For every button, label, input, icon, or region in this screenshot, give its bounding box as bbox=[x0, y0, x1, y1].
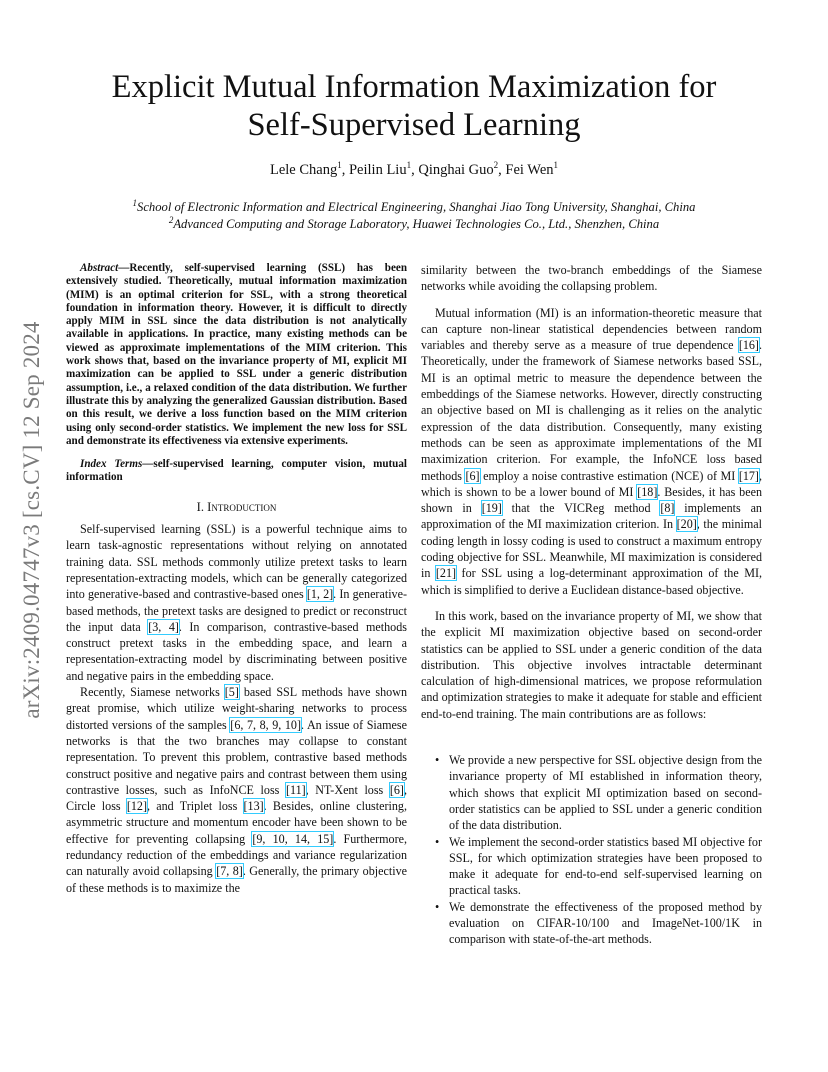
text-run: . Besides, it has been shown in bbox=[421, 484, 762, 516]
mi-paragraph bbox=[421, 305, 762, 598]
list-item: • We demonstrate the effectiveness of the proposed method by evaluation on CIFAR-10/100 and ImageNet-100/1K in comparison with state-of-the-art methods. bbox=[449, 899, 762, 948]
text-run: Mutual information (MI) is an information-theoretic measure that can capture non-linear statistical dependencies between random variables and thereby serve as a measure of true dependence bbox=[421, 305, 762, 353]
title-line-2: Self-Supervised Learning bbox=[247, 107, 581, 143]
author-name: Peilin Liu bbox=[348, 162, 407, 178]
citation-link[interactable]: [5] bbox=[224, 685, 239, 700]
citation-link[interactable]: [17] bbox=[738, 468, 759, 483]
citation-link[interactable]: [6] bbox=[389, 782, 404, 797]
right-column bbox=[421, 262, 762, 948]
text-run: implements an approximation of the MI maximization criterion. In bbox=[421, 501, 762, 532]
affiliation-line bbox=[0, 199, 828, 216]
abstract-text: —Recently, self-supervised learning (SSL) has been extensively studied. Theoretically, mutual information maximization (MIM) is an optimal criterion for SSL, with a strong theoretical foundation in information theory. However, it is difficult to directly apply MIM in SSL since the data distribution is not analytically available in applications. In practice, many existing methods can be viewed as approximate implementations of the MIM criterion. This work shows that, based on the invariance property of MI, explicit MI maximization can be applied to SSL under a generic distribution assumption, i.e., a relaxed condition of the data distribution. We further illustrate this by analyzing the generalized Gaussian distribution. Based on this result, we derive a loss function based on the MIM criterion using only second-order statistics. We implement the new loss for SSL and demonstrate its effectiveness via extensive experiments. bbox=[66, 262, 407, 447]
text-run: that the VICReg method bbox=[501, 501, 661, 516]
affil-mark: 2 bbox=[168, 214, 174, 225]
citation-link[interactable]: [16] bbox=[738, 338, 759, 353]
affiliation-text: Advanced Computing and Storage Laboratory, Huawei Technologies Co., Ltd., Shenzhen, China bbox=[173, 217, 660, 231]
affiliation-text: School of Electronic Information and Electrical Engineering, Shanghai Jiao Tong University, Shanghai, China bbox=[137, 200, 696, 214]
citation-link[interactable]: [6, 7, 8, 9, 10] bbox=[230, 717, 302, 732]
intro-paragraph-1 bbox=[66, 521, 407, 684]
affiliation-line bbox=[0, 216, 828, 233]
text-run: . Furthermore, redundancy reduction of the embeddings and variance regularization can naturally avoid collapsing bbox=[66, 831, 408, 879]
paper-title bbox=[0, 68, 828, 144]
arxiv-id: arXiv:2409.04747v3 [cs.CV] 12 Sep 2024 bbox=[19, 321, 44, 719]
right-paragraph-continued: similarity between the two-branch embeddings of the Siamese networks while avoiding the collapsing problem. bbox=[421, 263, 762, 294]
affiliations bbox=[0, 199, 828, 233]
text-run: employ a noise contrastive estimation (NCE) of MI bbox=[479, 468, 739, 483]
abstract bbox=[66, 262, 407, 448]
text-run: . In generative-based methods, the pretext tasks are designed to predict or reconstruct the input data bbox=[66, 587, 407, 634]
index-terms bbox=[66, 458, 407, 485]
section-heading-introduction: I. Introduction bbox=[196, 499, 277, 514]
author-affil-mark: 2 bbox=[493, 160, 499, 171]
citation-link[interactable]: [9, 10, 14, 15] bbox=[252, 831, 334, 846]
text-run: Self-supervised learning (SSL) is a powerful technique aims to learn task-agnostic representations without relying on annotated training data. SSL methods commonly utilize pretext tasks to learn representation-extracting models, which can be generally categorized into generative-based and contrastive-based ones bbox=[66, 522, 407, 602]
text-run: . In comparison, contrastive-based methods construct pretext tasks in the embedding space, and learn a representation-extracting model by discriminating between positive and negative pairs in the embedding space. bbox=[66, 619, 407, 683]
author-name: Fei Wen bbox=[505, 162, 554, 178]
citation-link[interactable]: [3, 4] bbox=[148, 619, 179, 634]
text-run: , the minimal coding length in lossy coding is used to construct a maximum entropy coding objective for SSL. Meanwhile, MI maximization is considered in bbox=[421, 517, 763, 581]
citation-link[interactable]: [13] bbox=[243, 799, 264, 814]
author-affil-mark: 1 bbox=[553, 160, 559, 171]
text-run: . Theoretically, under the framework of Siamese networks based SSL, MI is an optimal metric to measure the dependence between the embeddings of the Siamese networks. However, directly constructing an objective based on MI is challenging as it relies on the analytic expression of the data distribution. Consequently, many existing methods can be seen as approximate implementations of the MI maximization criterion. For example, the InfoNCE loss based methods bbox=[421, 338, 762, 483]
citation-link[interactable]: [7, 8] bbox=[216, 864, 243, 879]
this-work-paragraph: In this work, based on the invariance property of MI, we show that the explicit MI maximization objective based on second-order statistics can be applied to SSL under a generic condition of the data distribution. This objective involves intractable determinant calculation of high-dimensional matrices, we propose reformulation and optimization strategies to make it adequate for stable and efficient end-to-end training. The main contributions are as follows: bbox=[421, 608, 762, 721]
text-run: . Besides, online clustering, asymmetric structure and momentum encoder have been shown to be effective for preventing collapsing bbox=[66, 799, 407, 846]
citation-link[interactable]: [1, 2] bbox=[306, 587, 334, 602]
text-run: for SSL using a log-determinant approximation of the MI, which is simplified to derive a Euclidean distance-based objective. bbox=[421, 566, 762, 597]
contributions-list bbox=[421, 752, 762, 948]
text-run: , and Triplet loss bbox=[147, 799, 244, 814]
text-run: . An issue of Siamese networks is that the two branches may collapse to constant representation. To prevent this problem, contrastive based methods construct positive and negative pairs and contrast between them using contrastive losses, such as InfoNCE loss bbox=[66, 717, 407, 797]
text-run: , NT-Xent loss bbox=[305, 782, 390, 797]
citation-link[interactable]: [11] bbox=[285, 782, 306, 797]
author-name: Qinghai Guo bbox=[418, 162, 494, 178]
index-terms-text: —self-supervised learning, computer vision, mutual information bbox=[66, 458, 407, 484]
citation-link[interactable]: [8] bbox=[660, 501, 675, 516]
author-affil-mark: 1 bbox=[337, 160, 342, 171]
text-run: based SSL methods have shown great promise, which utilize weight-sharing networks to process distorted versions of the samples bbox=[66, 685, 407, 732]
text-run: , which is shown to be a lower bound of MI bbox=[421, 468, 762, 499]
abstract-label: Abstract bbox=[80, 262, 119, 274]
text-run: . Generally, the primary objective of these methods is to maximize the bbox=[66, 864, 407, 895]
left-column bbox=[66, 262, 407, 896]
text-run: Recently, Siamese networks bbox=[80, 685, 225, 700]
arxiv-sidebar-stamp bbox=[14, 280, 50, 760]
author-affil-mark: 1 bbox=[406, 160, 412, 171]
intro-paragraph-2 bbox=[66, 684, 407, 896]
title-line-1: Explicit Mutual Information Maximization for bbox=[111, 69, 717, 105]
index-terms-label: Index Terms bbox=[80, 458, 143, 471]
author-list: Lele Chang$^1$, Peilin Liu$^1$, Qinghai Guo$^2$, Fei Wen$^1$ bbox=[269, 160, 559, 178]
citation-link[interactable]: [6] bbox=[465, 468, 480, 483]
citation-link[interactable]: [12] bbox=[126, 799, 147, 814]
list-item: • We provide a new perspective for SSL objective design from the invariance property of MI established in information theory, which shows that explicit MI optimization based on second-order statistics can be applied to SSL under a generic condition of the data distribution. bbox=[449, 752, 762, 833]
citation-link[interactable]: [21] bbox=[435, 566, 457, 581]
text-run: , Circle loss bbox=[66, 782, 407, 814]
citation-link[interactable]: [20] bbox=[676, 517, 697, 532]
list-item: • We implement the second-order statistics based MI objective for SSL, for which optimization strategies have been proposed to make it adequate for end-to-end self-supervised learning on practical tasks. bbox=[449, 834, 762, 899]
affil-mark: 1 bbox=[132, 197, 138, 208]
citation-link[interactable]: [19] bbox=[481, 501, 502, 516]
author-name: Lele Chang bbox=[269, 162, 338, 178]
citation-link[interactable]: [18] bbox=[637, 484, 658, 499]
